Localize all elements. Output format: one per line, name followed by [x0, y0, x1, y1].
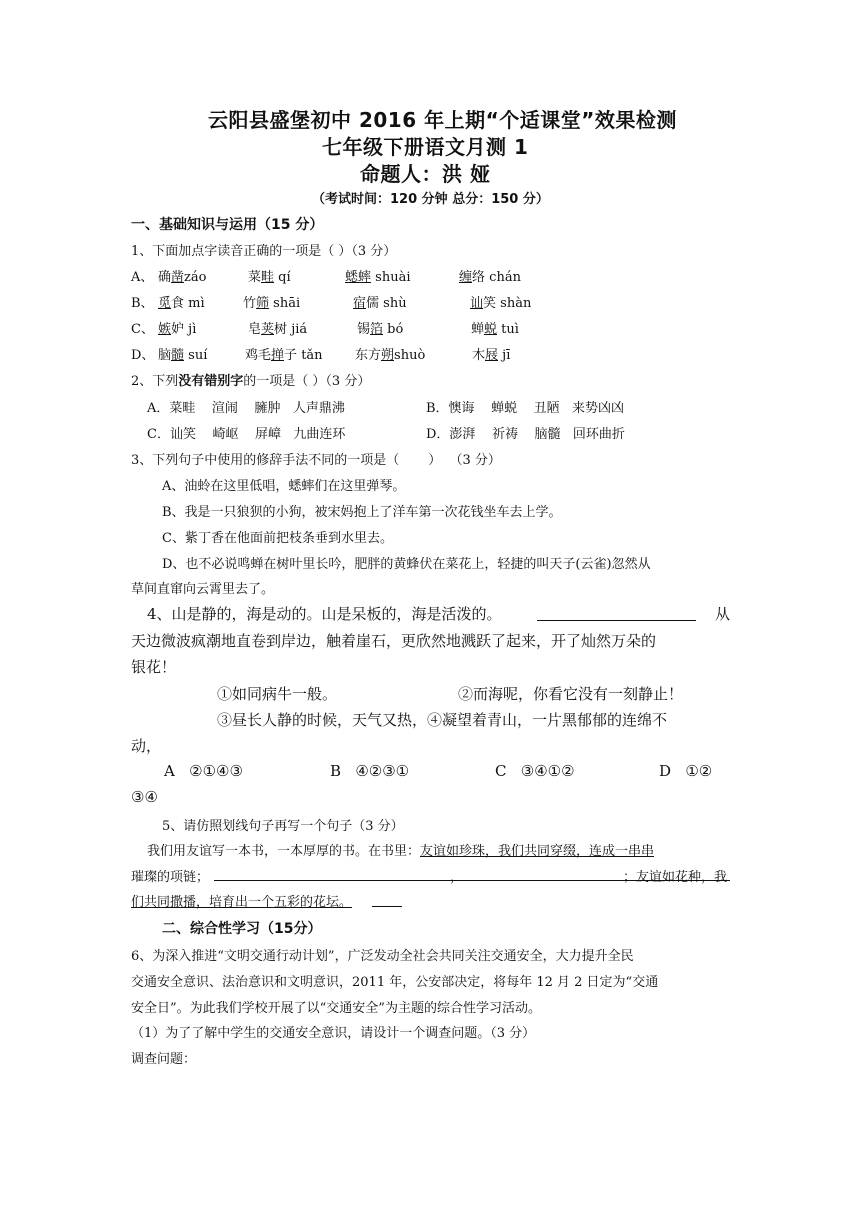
q4-line-1-end: 从 [715, 605, 731, 623]
q4-line-2: 天边微波疯潮地直卷到岸边，触着崖石，更欣然地溅跃了起来，开了灿然万朵的 [131, 632, 657, 650]
q5-example-underlined: 友谊如珍珠，我们共同穿缀，连成一串串 [420, 844, 655, 859]
q2-option-c: C．讪笑 崎岖 屏嶂 九曲连环 [147, 427, 346, 442]
q1-option-d: D、 脑髓 suí 鸡毛掸子 tǎn 东方朔shuò 木屐 jī [131, 348, 511, 363]
q5-stem: 5、请仿照划线句子再写一个句子（3 分） [162, 819, 404, 834]
q3-option-b: B、我是一只狼狈的小狗，被宋妈抱上了洋车第一次花钱坐车去上学。 [162, 505, 562, 520]
title-line-3: 命题人：洪 娅 [360, 162, 491, 186]
q5-line-2-end: ；友谊如花种，我 [623, 870, 728, 885]
q1-option-b: B、 觅食 mì 竹筛 shāi 宿儒 shù 讪笑 shàn [131, 296, 532, 311]
q5-line-1: 我们用友谊写一本书，一本厚厚的书。在书里：友谊如珍珠，我们共同穿缀，连成一串串 [147, 844, 655, 859]
q2-option-a: A．菜畦 渲闹 臃肿 人声鼎沸 [147, 401, 345, 416]
q4-option-d: D ①② [659, 762, 713, 780]
q4-option-c: C ③④①② [495, 762, 575, 780]
q6-sub-question-1: （1）为了了解中学生的交通安全意识，请设计一个调查问题。（3 分） [131, 1026, 536, 1041]
q4-blank[interactable] [537, 620, 696, 621]
q2-option-b: B．懊诲 蝉蜕 丑陋 来势凶凶 [426, 401, 625, 416]
q2-stem: 2、下列没有错别字的一项是（ ）（3 分） [131, 374, 371, 389]
q3-option-d-line2: 草间直窜向云霄里去了。 [131, 582, 275, 597]
q4-line-1: 4、山是静的，海是动的。山是呆板的，海是活泼的。 [147, 605, 502, 623]
q5-line-3: 们共同撒播，培育出一个五彩的花坛。 [131, 895, 353, 910]
q3-option-a: A、油蛉在这里低唱，蟋蟀们在这里弹琴。 [162, 479, 406, 494]
section-1-heading: 一、基础知识与运用（15 分） [131, 217, 324, 233]
q3-option-d-line1: D、也不必说鸣蝉在树叶里长吟，肥胖的黄蜂伏在菜花上，轻捷的叫天子(云雀)忽然从 [162, 557, 651, 572]
title-line-1: 云阳县盛堡初中 2016 年上期“个适课堂”效果检测 [208, 108, 677, 132]
q6-line-2: 交通安全意识、法治意识和文明意识，2011 年，公安部决定，将每年 12 月 2 日定为“交通 [131, 975, 659, 990]
q3-option-c: C、紫丁香在他面前把枝条垂到水里去。 [162, 531, 393, 546]
q4-choice-1: ①如同病牛一般。 [217, 685, 338, 703]
q5-line-3-tail [372, 906, 402, 907]
q6-line-3: 安全日”。为此我们学校开展了以“交通安全”为主题的综合性学习活动。 [131, 1001, 541, 1016]
q1-option-a: A、 确凿záo 菜畦 qí 蟋蟀 shuài 缠络 chán [131, 270, 521, 285]
q4-choice-2: ②而海呢，你看它没有一刻静止！ [458, 685, 684, 703]
q4-option-b: B ④②③① [330, 762, 410, 780]
q1-option-c: C、 嫉妒 jì 皂荚树 jiá 锡箔 bó 蝉蜕 tuì [131, 322, 519, 337]
q6-answer-label: 调查问题： [131, 1052, 197, 1067]
q2-option-d: D．澎湃 祈祷 脑髓 回环曲折 [426, 427, 625, 442]
exam-info: （考试时间：120 分钟 总分：150 分） [312, 192, 549, 207]
title-line-2: 七年级下册语文月测 1 [322, 135, 529, 159]
q4-line-3: 银花！ [131, 658, 177, 676]
q4-option-a: A ②①④③ [164, 762, 243, 780]
q4-choice-3: ③昼长人静的时候，天气又热，④凝望着青山，一片黑郁郁的连绵不 [217, 711, 668, 729]
q3-stem: 3、下列句子中使用的修辞手法不同的一项是（ ） （3 分） [131, 453, 501, 468]
q5-comma: ， [450, 870, 464, 885]
q5-line-2-start: 璀璨的项链； [131, 870, 210, 885]
q1-stem: 1、下面加点字读音正确的一项是（ ）（3 分） [131, 244, 397, 259]
q6-line-1: 6、为深入推进“文明交通行动计划”，广泛发动全社会共同关注交通安全，大力提升全民 [131, 949, 634, 964]
section-2-heading: 二、综合性学习（15分） [162, 921, 322, 937]
q4-choice-3-cont: 动， [131, 737, 162, 755]
q4-option-d-cont: ③④ [131, 788, 158, 806]
